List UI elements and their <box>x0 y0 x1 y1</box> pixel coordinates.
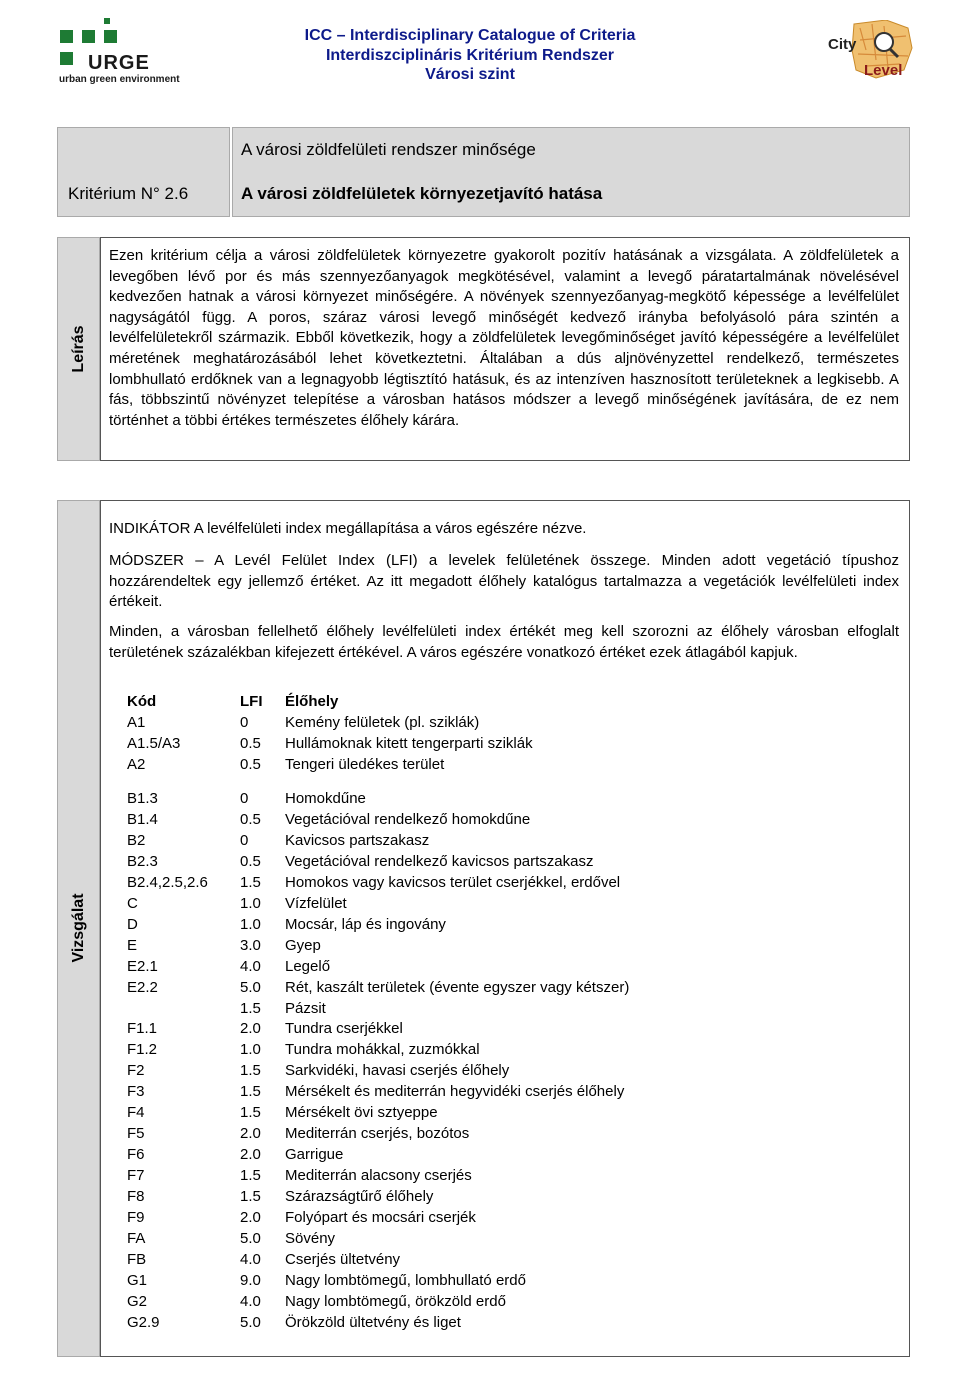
cell-code: F8 <box>127 1188 145 1206</box>
cell-habitat: Nagy lombtömegű, lombhullató erdő <box>285 1271 526 1289</box>
cell-habitat: Mérsékelt és mediterrán hegyvidéki cserjés élőhely <box>285 1083 625 1101</box>
cell-lfi: 0 <box>240 790 249 807</box>
cell-code: A1.5/A3 <box>127 735 181 752</box>
cell-habitat: Cserjés ültetvény <box>285 1250 401 1268</box>
cell-code: F5 <box>127 1125 145 1143</box>
logo-square <box>60 30 73 43</box>
cell-lfi: 1.5 <box>240 1167 261 1185</box>
cell-lfi: 1.5 <box>240 1104 261 1122</box>
cell-lfi: 0 <box>240 714 249 731</box>
description-side-label <box>57 237 100 461</box>
document-title <box>250 26 690 85</box>
cell-lfi: 1.0 <box>240 915 261 933</box>
logo-square <box>104 18 110 24</box>
cell-habitat: Vízfelület <box>285 894 347 912</box>
cell-lfi: 1.5 <box>240 873 261 891</box>
cell-code: F1.1 <box>127 1020 158 1038</box>
cell-lfi: 4.0 <box>240 957 261 975</box>
criterion-number: Kritérium N° 2.6 <box>68 184 189 203</box>
cell-habitat: Sarkvidéki, havasi cserjés élőhely <box>285 1062 510 1080</box>
cell-habitat: Örökzöld ültetvény és liget <box>285 1313 461 1331</box>
cell-habitat: Kemény felületek (pl. sziklák) <box>285 714 480 731</box>
cell-code: G2.9 <box>127 1313 160 1331</box>
cell-code: A2 <box>127 756 146 773</box>
logo-tagline: urban green environment <box>59 74 180 85</box>
cell-habitat: Folyópart és mocsári cserjék <box>285 1209 476 1226</box>
criterion-header <box>57 127 910 217</box>
cell-lfi: 4.0 <box>240 1250 261 1268</box>
cell-code: F1.2 <box>127 1041 158 1059</box>
method-paragraph: Minden, a városban fellelhető élőhely levélfelületi index értékét meg kell szorozni az élőhely városban elfoglalt területének százalékban kifejezett értékével. A város egészére vonatkozó értéket ezek átlagából kapjuk. <box>109 623 899 661</box>
cell-lfi: 0.5 <box>240 735 261 752</box>
cell-code: F3 <box>127 1083 145 1101</box>
cell-lfi: 1.5 <box>240 1062 261 1080</box>
logo-square <box>60 52 73 65</box>
cell-lfi: 1.0 <box>240 1041 261 1059</box>
indicator-text: INDIKÁTOR A levélfelületi index megállapítása a város egészére nézve. <box>109 520 587 537</box>
method-text: MÓDSZER – A Levél Felület Index (LFI) a levelek felületének összege. Minden adott vegetáció típushoz hozzárendeltek egy jellemző értéket. Az itt megadott élőhely katalógus tartalmazza a vegetációk levélfelületi index értékeit. <box>109 552 899 611</box>
cell-code: E2.2 <box>127 978 158 996</box>
cell-lfi: 0 <box>240 831 249 849</box>
cell-code: B1.3 <box>127 790 158 807</box>
logo-city: City <box>828 36 857 53</box>
logo-square <box>104 30 117 43</box>
cell-habitat: Hullámoknak kitett tengerparti sziklák <box>285 735 533 752</box>
cell-habitat: Gyep <box>285 936 321 954</box>
criterion-title: A városi zöldfelületek környezetjavító hatása <box>241 184 603 203</box>
cell-code: F4 <box>127 1104 145 1122</box>
cell-habitat: Mocsár, láp és ingovány <box>285 915 446 933</box>
cell-code: FB <box>127 1250 147 1268</box>
cell-code: B2 <box>127 831 146 849</box>
cell-code: F7 <box>127 1167 145 1185</box>
cell-habitat: Mediterrán alacsony cserjés <box>285 1167 472 1185</box>
cell-habitat: Vegetációval rendelkező kavicsos partszakasz <box>285 852 594 870</box>
cell-lfi: 5.0 <box>240 1313 261 1331</box>
cell-lfi: 0.5 <box>240 852 261 870</box>
investigation-side-label <box>57 500 100 1357</box>
cell-code: C <box>127 894 138 912</box>
title-line-2: Interdiszciplináris Kritérium Rendszer <box>325 46 615 64</box>
cell-code: F2 <box>127 1062 145 1080</box>
cell-habitat: Mediterrán cserjés, bozótos <box>285 1125 470 1143</box>
cell-habitat: Sövény <box>285 1229 336 1247</box>
cell-lfi: 2.0 <box>240 1125 261 1143</box>
cell-code: FA <box>127 1229 146 1247</box>
cell-lfi: 1.5 <box>240 1083 261 1101</box>
title-line-1: ICC – Interdisciplinary Catalogue of Criteria <box>304 27 636 44</box>
cell-lfi: 2.0 <box>240 1146 261 1164</box>
cell-habitat: Tengeri üledékes terület <box>285 756 445 773</box>
cell-habitat: Tundra mohákkal, zuzmókkal <box>285 1041 480 1059</box>
cell-code: F6 <box>127 1146 145 1164</box>
title-line-3: Városi szint <box>425 66 515 83</box>
criterion-title-cell <box>232 127 910 217</box>
cell-habitat: Garrigue <box>285 1146 344 1164</box>
cell-code: F9 <box>127 1209 145 1226</box>
cell-habitat: Homokdűne <box>285 790 366 807</box>
cell-lfi: 4.0 <box>240 1292 261 1310</box>
criterion-number-cell <box>57 127 230 217</box>
header-code: Kód <box>127 693 157 710</box>
cell-code: A1 <box>127 714 146 731</box>
cell-habitat: Pázsit <box>285 999 326 1017</box>
cell-code: E2.1 <box>127 957 158 975</box>
cell-habitat: Mérsékelt övi sztyeppe <box>285 1104 438 1122</box>
logo-level: Level <box>864 62 903 79</box>
cell-habitat: Nagy lombtömegű, örökzöld erdő <box>285 1292 506 1310</box>
cell-code: E <box>127 936 138 954</box>
cell-habitat: Homokos vagy kavicsos terület cserjékkel, erdővel <box>285 873 621 891</box>
urge-logo <box>58 18 178 88</box>
cell-code: G1 <box>127 1271 148 1289</box>
header-lfi: LFI <box>240 693 263 710</box>
logo-word: URGE <box>88 52 150 74</box>
header-habitat: Élőhely <box>285 693 339 710</box>
cell-lfi: 5.0 <box>240 1229 261 1247</box>
criterion-subtitle: A városi zöldfelületi rendszer minősége <box>241 140 536 159</box>
cell-habitat: Szárazságtűrő élőhely <box>285 1188 434 1206</box>
cell-lfi: 1.5 <box>240 999 261 1017</box>
cell-habitat: Legelő <box>285 957 331 975</box>
logo-square <box>82 30 95 43</box>
cell-habitat: Vegetációval rendelkező homokdűne <box>285 810 531 828</box>
cell-lfi: 1.0 <box>240 894 261 912</box>
cell-code: D <box>127 915 138 933</box>
city-level-logo <box>826 20 916 80</box>
cell-lfi: 5.0 <box>240 978 261 996</box>
cell-lfi: 0.5 <box>240 810 261 828</box>
cell-habitat: Tundra cserjékkel <box>285 1020 403 1038</box>
cell-lfi: 3.0 <box>240 936 261 954</box>
cell-lfi: 2.0 <box>240 1209 261 1226</box>
side-label-text: Leírás <box>69 325 87 373</box>
cell-code: B1.4 <box>127 810 158 828</box>
cell-code: B2.3 <box>127 852 158 870</box>
cell-lfi: 2.0 <box>240 1020 261 1038</box>
cell-habitat: Kavicsos partszakasz <box>285 831 430 849</box>
cell-lfi: 1.5 <box>240 1188 261 1206</box>
cell-habitat: Rét, kaszált területek (évente egyszer vagy kétszer) <box>285 978 630 996</box>
cell-lfi: 0.5 <box>240 756 261 773</box>
description-text: Ezen kritérium célja a városi zöldfelületek környezetre gyakorolt pozitív hatásának a vizsgálata. A zöldfelületek a levegőben lévő por és más szennyezőanyagok megkötésével, valamint a levegő páratartalmának növelésével kedvezően hatnak a városi környezet minőségére. A növények szennyezőanyag-megkötő képessége a levélfelület nagyságától függ. A poros, száraz városi levegő minőségét kedvező irányba befolyásoló pára szintén a levélfelületekről származik. Ebből következik, hogy a zöldfelületek levegőminőséget javító képességére a levélfelület méretének meghatározásából lehet következtetni. Általában a dús aljnövényzettel rendelkező, természetes lombhullató erdőknek van a legnagyobb légtisztító hatásuk, és az intenzíven hasznosított területeknek a legkisebb. A fás, többszintű növényzet telepítése a városban hatásos módszer a levegő minőségének javítására, de ez nem történhet a többi értékes természetes élőhely kárára. <box>109 247 899 429</box>
cell-code: B2.4,2.5,2.6 <box>127 873 208 891</box>
cell-lfi: 9.0 <box>240 1271 261 1289</box>
side-label-text: Vizsgálat <box>69 893 87 963</box>
cell-code: G2 <box>127 1292 148 1310</box>
